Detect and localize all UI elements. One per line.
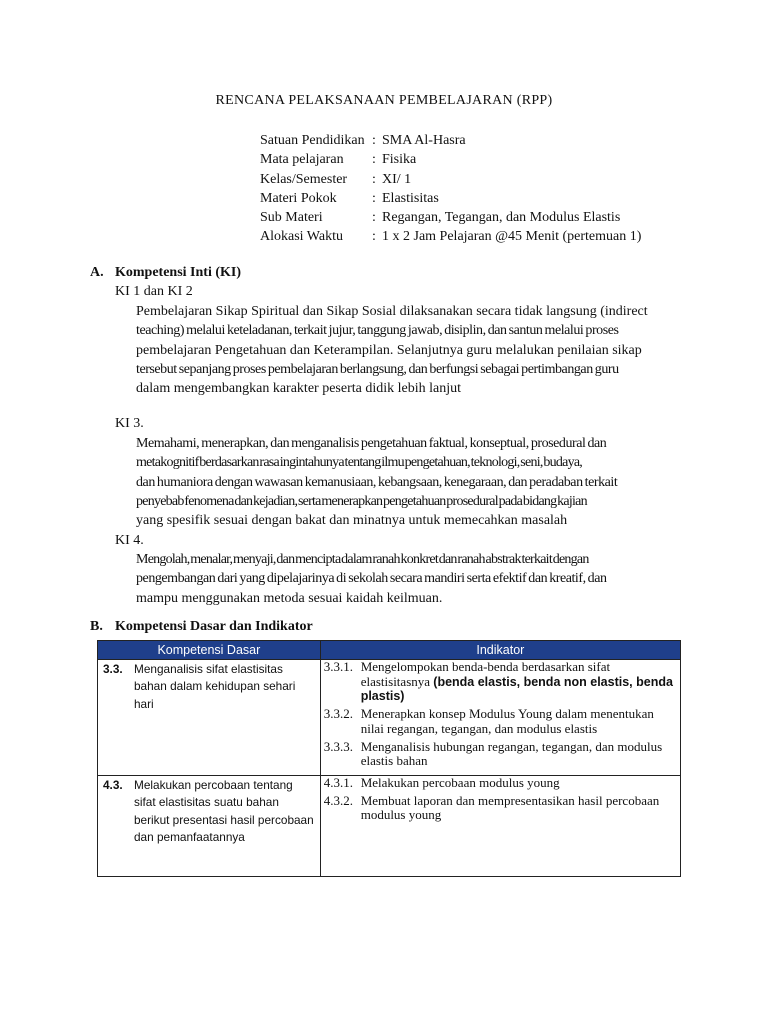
- indicator-text: Melakukan percobaan modulus young: [360, 774, 560, 790]
- identity-block: [260, 131, 641, 247]
- identity-value: Elastisitas: [382, 190, 439, 206]
- paragraph-line: dan humaniora dengan wawasan kemanusiaan, kebangsaan, kenegaraan, dan peradaban terkait: [136, 474, 618, 490]
- paragraph-line: teaching) melalui keteladanan, terkait jujur, tanggung jawab, disiplin, dan santun melalui proses: [136, 323, 619, 339]
- paragraph-line: Pembelajaran Sikap Spiritual dan Sikap Sosial dilaksanakan secara tidak langsung (indirect: [136, 304, 648, 319]
- indicator-number: 3.3.3.: [323, 738, 353, 754]
- identity-label: Kelas/Semester: [260, 171, 348, 187]
- paragraph-line: Memahami, menerapkan, dan menganalisis pengetahuan faktual, konseptual, prosedural dan: [136, 436, 607, 451]
- paragraph-line: yang spesifik sesuai dengan bakat dan minatnya untuk memecahkan masalah: [136, 513, 568, 529]
- paragraph-line: dalam mengembangkan karakter peserta didik lebih lanjut: [136, 381, 461, 397]
- kd-indicator-table: [97, 640, 681, 877]
- indicator-number: 4.3.2.: [323, 792, 353, 808]
- kd-text: Menganalisis sifat elastisitas bahan dalam kehidupan sehari hari: [134, 662, 296, 711]
- identity-value: Fisika: [382, 152, 417, 168]
- identity-row: [260, 170, 641, 189]
- indicator-cell: [320, 775, 680, 876]
- paragraph-line: tersebut sepanjang proses pembelajaran berlangsung, dan berfungsi sebagai pertimbangan guru: [136, 361, 619, 377]
- indicator-number: 4.3.1.: [323, 774, 353, 790]
- ki12-paragraph: [136, 302, 679, 398]
- identity-row: [260, 189, 641, 208]
- identity-label: Mata pelajaran: [260, 152, 344, 168]
- paragraph-line: Mengolah, menalar, menyaji, dan mencipta dalam ranah konkret dan ranah abstrak terkait dengan: [136, 552, 589, 567]
- identity-value: Regangan, Tegangan, dan Modulus Elastis: [382, 210, 621, 226]
- identity-row: [260, 227, 641, 246]
- section-letter: B.: [90, 619, 103, 634]
- indicator-item: [324, 660, 676, 704]
- indicator-text: Menerapkan konsep Modulus Young dalam menentukan nilai regangan, tegangan, dan modulus elastis: [360, 706, 654, 736]
- identity-row: [260, 150, 641, 169]
- document-title: RENCANA PELAKSANAAN PEMBELAJARAN (RPP): [215, 93, 553, 108]
- identity-separator: :: [372, 152, 376, 168]
- ki4-label: KI 4.: [115, 533, 144, 548]
- paragraph-line: pengembangan dari yang dipelajarinya di sekolah secara mandiri serta efektif dan kreatif, dan: [136, 571, 607, 587]
- identity-value: 1 x 2 Jam Pelajaran @45 Menit (pertemuan 1): [382, 229, 642, 245]
- paragraph-line: metakognitif berdasarkan rasa ingintahunya tentang ilmu pengetahuan, teknologi, seni, budaya,: [136, 455, 583, 471]
- identity-label: Sub Materi: [260, 210, 323, 226]
- identity-value: SMA Al-Hasra: [382, 133, 466, 148]
- ki12-label: KI 1 dan KI 2: [115, 284, 193, 299]
- kd-text: Melakukan percobaan tentang sifat elastisitas suatu bahan berikut presentasi hasil percobaan dan pemanfaatannya: [134, 777, 314, 845]
- section-a-heading: [90, 265, 241, 281]
- identity-value: XI/ 1: [382, 171, 412, 187]
- indicator-text: Mengelompokan benda-benda berdasarkan sifat elastisitasnya: [360, 659, 611, 689]
- identity-row: [260, 208, 641, 227]
- paragraph-line: penyebab fenomena dan kejadian, serta menerapkan pengetahuan prosedural pada bidang kajian: [136, 493, 587, 509]
- section-letter: A.: [90, 265, 104, 280]
- paragraph-line: pembelajaran Pengetahuan dan Keterampilan. Selanjutnya guru melalukan penilaian sikap: [136, 342, 642, 358]
- indicator-cell: [320, 660, 680, 776]
- indicator-item: [324, 740, 676, 769]
- table-row: [98, 775, 681, 876]
- indicator-item: [324, 707, 676, 736]
- identity-separator: :: [372, 190, 376, 206]
- ki3-label: KI 3.: [115, 416, 144, 431]
- column-header: Indikator: [320, 641, 680, 660]
- kd-cell: [98, 660, 321, 776]
- section-title: Kompetensi Dasar dan Indikator: [115, 619, 313, 634]
- identity-separator: :: [372, 171, 376, 187]
- indicator-item: [324, 794, 676, 823]
- table-header-row: [98, 641, 681, 660]
- identity-label: Materi Pokok: [260, 190, 337, 206]
- identity-separator: :: [372, 133, 376, 148]
- identity-separator: :: [372, 229, 376, 245]
- kd-cell: [98, 775, 321, 876]
- paragraph-line: mampu menggunakan metoda sesuai kaidah keilmuan.: [136, 590, 443, 606]
- kd-number: 4.3.: [103, 777, 123, 792]
- column-header: Kompetensi Dasar: [98, 641, 321, 660]
- indicator-bold-text: (benda elastis, benda non elastis, benda plastis): [360, 674, 673, 704]
- section-title: Kompetensi Inti (KI): [115, 265, 241, 280]
- ki4-paragraph: [136, 550, 679, 608]
- indicator-text: Membuat laporan dan mempresentasikan hasil percobaan modulus young: [360, 792, 660, 823]
- identity-row: [260, 131, 641, 150]
- identity-label: Alokasi Waktu: [260, 229, 343, 245]
- table-row: [98, 660, 681, 776]
- identity-label: Satuan Pendidikan: [260, 133, 365, 148]
- indicator-text: Menganalisis hubungan regangan, tegangan, dan modulus elastis bahan: [360, 738, 663, 769]
- indicator-item: [324, 776, 676, 791]
- indicator-number: 3.3.2.: [323, 706, 353, 722]
- section-b-heading: [90, 619, 313, 635]
- kd-number: 3.3.: [103, 662, 123, 676]
- identity-separator: :: [372, 210, 376, 226]
- ki3-paragraph: [136, 434, 679, 530]
- indicator-number: 3.3.1.: [323, 659, 353, 674]
